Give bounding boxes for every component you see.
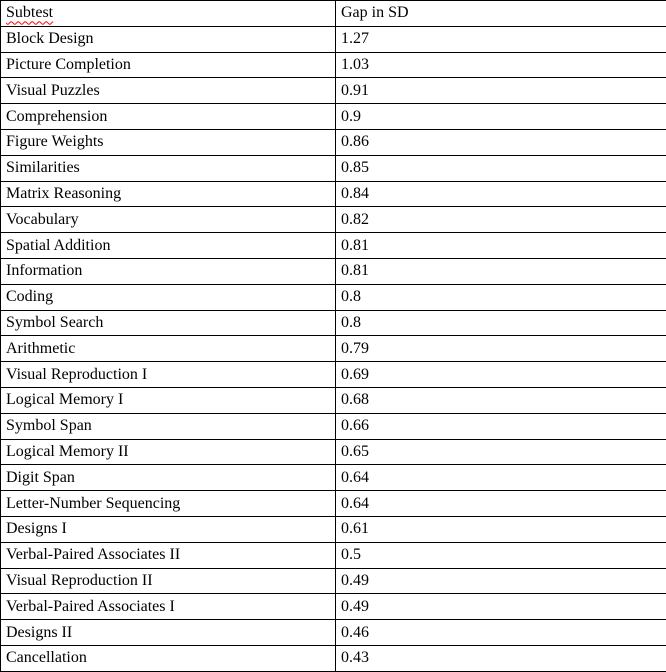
subtest-cell: Similarities <box>1 155 336 181</box>
gap-in-sd-cell: 0.69 <box>336 362 666 388</box>
table-row <box>1 284 666 310</box>
subtest-cell: Symbol Search <box>1 310 336 336</box>
gap-in-sd-cell: 1.03 <box>336 52 666 78</box>
table-row <box>1 52 666 78</box>
subtest-cell: Matrix Reasoning <box>1 181 336 207</box>
gap-in-sd-cell: 0.81 <box>336 233 666 259</box>
gap-in-sd-cell: 0.66 <box>336 413 666 439</box>
gap-in-sd-cell: 0.64 <box>336 465 666 491</box>
table-row <box>1 594 666 620</box>
gap-in-sd-cell: 0.79 <box>336 336 666 362</box>
table-row <box>1 336 666 362</box>
subtest-cell: Logical Memory II <box>1 439 336 465</box>
table-row <box>1 620 666 646</box>
gap-in-sd-cell: 0.46 <box>336 620 666 646</box>
table-row <box>1 78 666 104</box>
subtest-cell: Block Design <box>1 26 336 52</box>
subtest-cell: Visual Puzzles <box>1 78 336 104</box>
gap-in-sd-cell: 0.49 <box>336 568 666 594</box>
subtest-cell: Information <box>1 258 336 284</box>
subtest-cell: Designs I <box>1 516 336 542</box>
subtest-cell: Visual Reproduction I <box>1 362 336 388</box>
subtest-cell: Spatial Addition <box>1 233 336 259</box>
column-header-gap-in-sd: Gap in SD <box>336 1 666 27</box>
table-row <box>1 387 666 413</box>
gap-in-sd-cell: 0.61 <box>336 516 666 542</box>
subtest-cell: Verbal-Paired Associates I <box>1 594 336 620</box>
table-row <box>1 258 666 284</box>
subtest-header-label: Subtest <box>6 4 53 21</box>
subtest-cell: Picture Completion <box>1 52 336 78</box>
table-row <box>1 362 666 388</box>
gap-in-sd-cell: 0.8 <box>336 310 666 336</box>
subtest-cell: Letter-Number Sequencing <box>1 491 336 517</box>
gap-in-sd-cell: 0.5 <box>336 542 666 568</box>
table-row <box>1 104 666 130</box>
table-row <box>1 129 666 155</box>
gap-in-sd-cell: 0.85 <box>336 155 666 181</box>
table-row <box>1 516 666 542</box>
subtest-cell: Vocabulary <box>1 207 336 233</box>
header-row <box>1 1 666 27</box>
table-row <box>1 181 666 207</box>
subtest-cell: Figure Weights <box>1 129 336 155</box>
subtest-cell: Digit Span <box>1 465 336 491</box>
column-header-subtest <box>1 1 336 27</box>
table-row <box>1 439 666 465</box>
table-row <box>1 413 666 439</box>
gap-in-sd-cell: 0.65 <box>336 439 666 465</box>
gap-in-sd-cell: 0.84 <box>336 181 666 207</box>
table-row <box>1 645 666 671</box>
subtest-cell: Logical Memory I <box>1 387 336 413</box>
table-row <box>1 310 666 336</box>
table-row <box>1 233 666 259</box>
table-row <box>1 465 666 491</box>
gap-in-sd-cell: 0.49 <box>336 594 666 620</box>
subtest-cell: Designs II <box>1 620 336 646</box>
gap-in-sd-cell: 1.27 <box>336 26 666 52</box>
subtest-cell: Arithmetic <box>1 336 336 362</box>
gap-in-sd-cell: 0.8 <box>336 284 666 310</box>
table-row <box>1 491 666 517</box>
subtest-cell: Visual Reproduction II <box>1 568 336 594</box>
table-row <box>1 26 666 52</box>
subtest-cell: Symbol Span <box>1 413 336 439</box>
gap-in-sd-cell: 0.68 <box>336 387 666 413</box>
table-row <box>1 155 666 181</box>
gap-in-sd-cell: 0.82 <box>336 207 666 233</box>
gap-in-sd-cell: 0.86 <box>336 129 666 155</box>
table-row <box>1 207 666 233</box>
subtest-cell: Coding <box>1 284 336 310</box>
subtest-cell: Cancellation <box>1 645 336 671</box>
table-row <box>1 542 666 568</box>
gap-in-sd-cell: 0.9 <box>336 104 666 130</box>
gap-in-sd-cell: 0.91 <box>336 78 666 104</box>
gap-in-sd-cell: 0.81 <box>336 258 666 284</box>
table-row <box>1 568 666 594</box>
subtest-cell: Comprehension <box>1 104 336 130</box>
gap-in-sd-cell: 0.64 <box>336 491 666 517</box>
gap-in-sd-cell: 0.43 <box>336 645 666 671</box>
subtest-cell: Verbal-Paired Associates II <box>1 542 336 568</box>
